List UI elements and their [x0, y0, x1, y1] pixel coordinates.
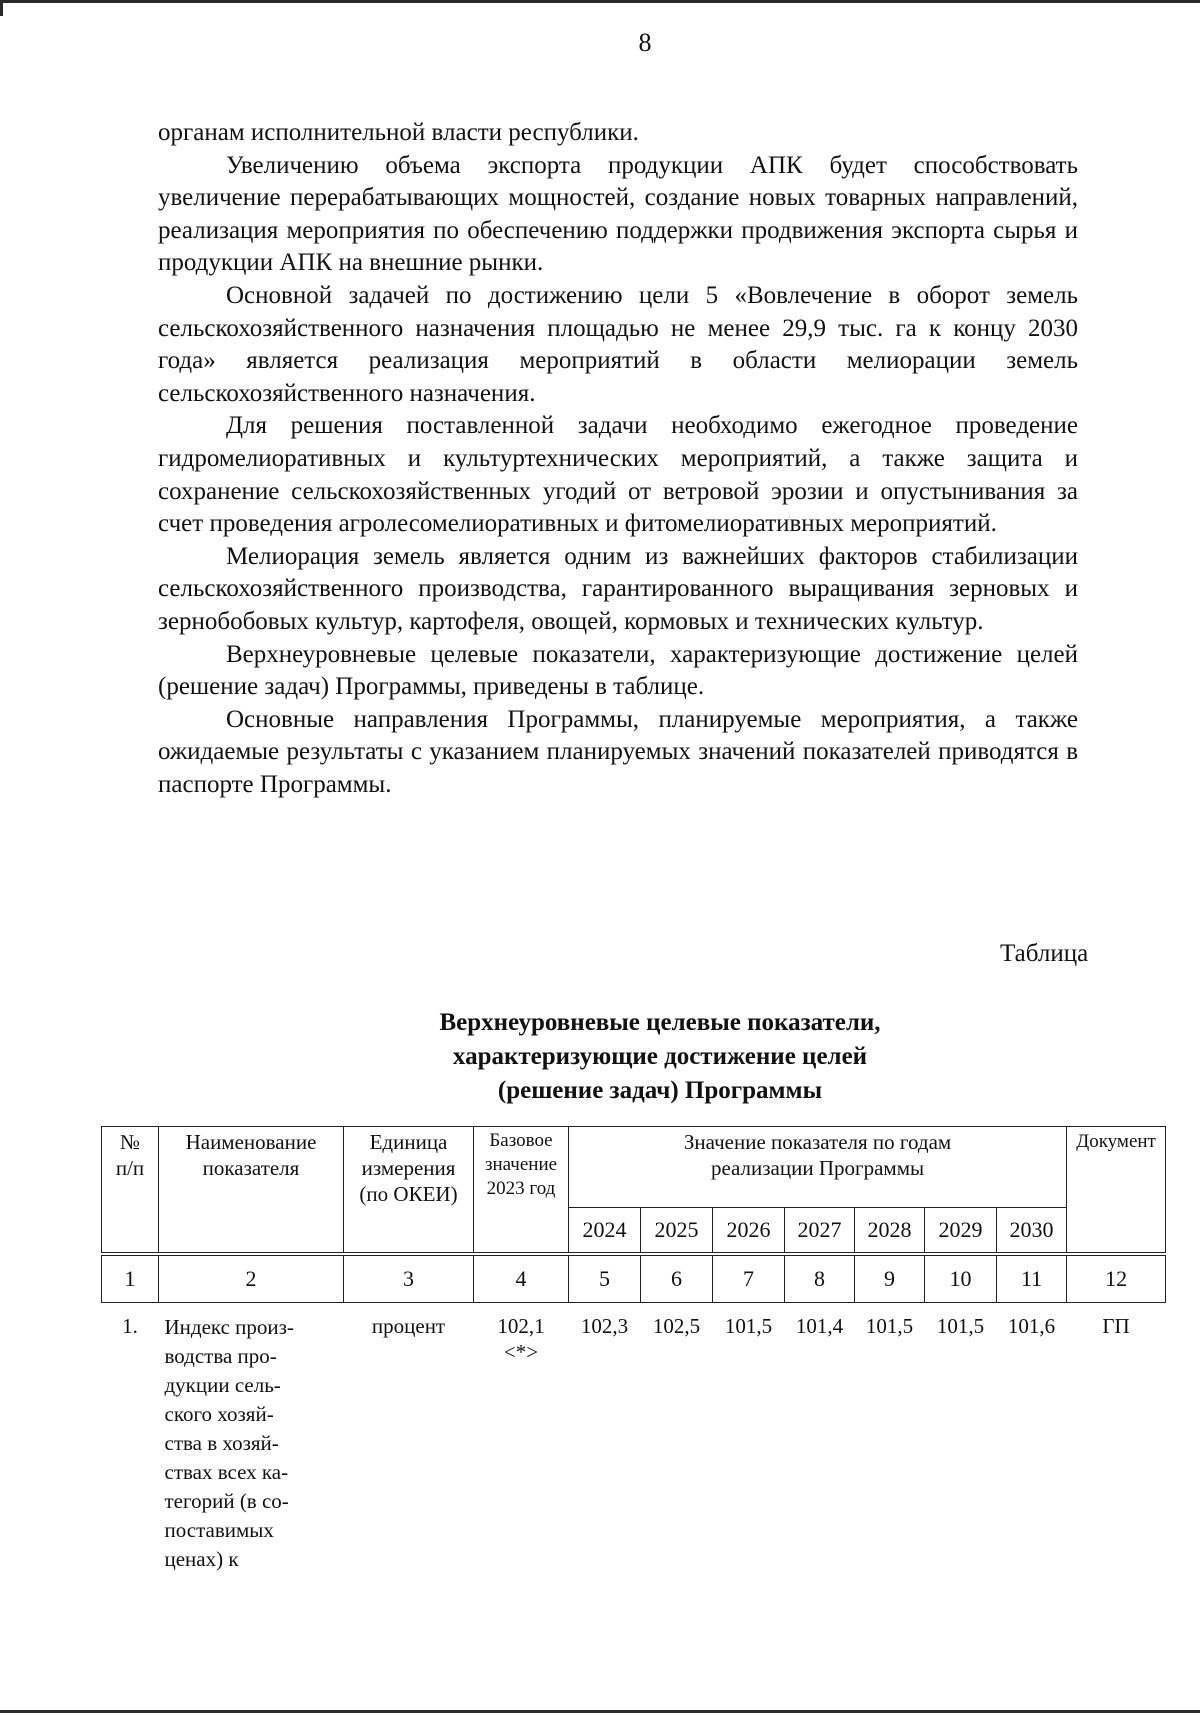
- paragraph: Для решения поставленной задачи необходимо ежегодное проведение гидромелиоративных и культуртехнических мероприятий, а также защита и сохранение сельскохозяйственных угодий от ветровой эрозии и опустынивания за счет проведения агролесомелиоративных и фитомелиоративных мероприятий.: [158, 412, 1078, 538]
- row-value-2029: 101,5: [936, 1314, 985, 1338]
- row-value-2026: 101,5: [724, 1314, 773, 1338]
- column-number: 1: [102, 1254, 159, 1303]
- header-base: Базовое значение 2023 год: [474, 1127, 569, 1255]
- scan-edge-left: [0, 0, 3, 16]
- header-name: Наименование показателя: [159, 1127, 344, 1255]
- paragraph: Основные направления Программы, планируемые мероприятия, а также ожидаемые результаты с указанием планируемых значений показателей приводятся в паспорте Программы.: [158, 705, 1078, 798]
- row-value-2024: 102,3: [580, 1314, 629, 1338]
- header-document: Документ: [1067, 1127, 1166, 1255]
- header-year: 2030: [997, 1208, 1067, 1255]
- column-number: 11: [997, 1254, 1067, 1303]
- table-title-line: (решение задач) Программы: [497, 1077, 823, 1104]
- row-num: 1.: [122, 1314, 138, 1338]
- row-value-2030: 101,6: [1007, 1314, 1056, 1338]
- column-number: 6: [641, 1254, 713, 1303]
- row-document: ГП: [1102, 1314, 1130, 1338]
- paragraph: органам исполнительной власти республики.: [158, 119, 639, 146]
- row-indicator-name: Индекс произ- водства про- дукции сель- ского хозяй- ства в хозяй- ствах всех ка- тегорий (в со- поставимых ценах) к: [164, 1315, 294, 1571]
- header-year: 2026: [713, 1208, 785, 1255]
- table-title: [300, 1006, 1020, 1108]
- table-title-line: Верхнеуровневые целевые показатели,: [439, 1009, 881, 1036]
- column-number: 5: [569, 1254, 641, 1303]
- header-year: 2024: [569, 1208, 641, 1255]
- header-year: 2028: [855, 1208, 925, 1255]
- table-row: [102, 1303, 1166, 1577]
- row-value-2025: 102,5: [652, 1314, 701, 1338]
- row-value-2027: 101,4: [795, 1314, 844, 1338]
- column-number: 9: [855, 1254, 925, 1303]
- paragraph: Мелиорация земель является одним из важнейших факторов стабилизации сельскохозяйственного производства, гарантированного выращивания зерновых и зернобобовых культур, картофеля, овощей, кормовых и технических культур.: [158, 542, 1078, 635]
- header-num: № п/п: [102, 1127, 159, 1255]
- table-title-line: характеризующие достижение целей: [452, 1043, 868, 1070]
- header-values-group: Значение показателя по годам реализации Программы: [569, 1127, 1067, 1208]
- header-unit: Единица измерения (по ОКЕИ): [344, 1127, 474, 1255]
- header-year: 2027: [785, 1208, 855, 1255]
- column-number: 7: [713, 1254, 785, 1303]
- table-caption: Таблица: [1000, 940, 1089, 967]
- column-number: 12: [1067, 1254, 1166, 1303]
- column-number: 10: [925, 1254, 997, 1303]
- body-text: [158, 117, 1078, 801]
- header-year: 2025: [641, 1208, 713, 1255]
- row-value-2028: 101,5: [865, 1314, 914, 1338]
- page-number: 8: [638, 28, 652, 57]
- column-number: 8: [785, 1254, 855, 1303]
- row-base-value: 102,1 <*>: [497, 1314, 545, 1364]
- paragraph: Увеличению объема экспорта продукции АПК будет способствовать увеличение перерабатывающих мощностей, создание новых товарных направлений, реализация мероприятия по обеспечению поддержки продвижения экспорта сырья и продукции АПК на внешние рынки.: [158, 151, 1078, 277]
- column-number: 3: [344, 1254, 474, 1303]
- paragraph: Основной задачей по достижению цели 5 «Вовлечение в оборот земель сельскохозяйственного назначения площадью не менее 29,9 тыс. га к концу 2030 года» является реализация мероприятий в области мелиорации земель сельскохозяйственного назначения.: [158, 281, 1078, 407]
- row-unit: процент: [371, 1314, 446, 1338]
- indicators-table: [101, 1126, 1166, 1576]
- header-year: 2029: [925, 1208, 997, 1255]
- column-number: 2: [159, 1254, 344, 1303]
- scan-edge-top: [0, 0, 1200, 3]
- paragraph: Верхнеуровневые целевые показатели, характеризующие достижение целей (решение задач) Программы, приведены в таблице.: [158, 640, 1078, 701]
- column-number: 4: [474, 1254, 569, 1303]
